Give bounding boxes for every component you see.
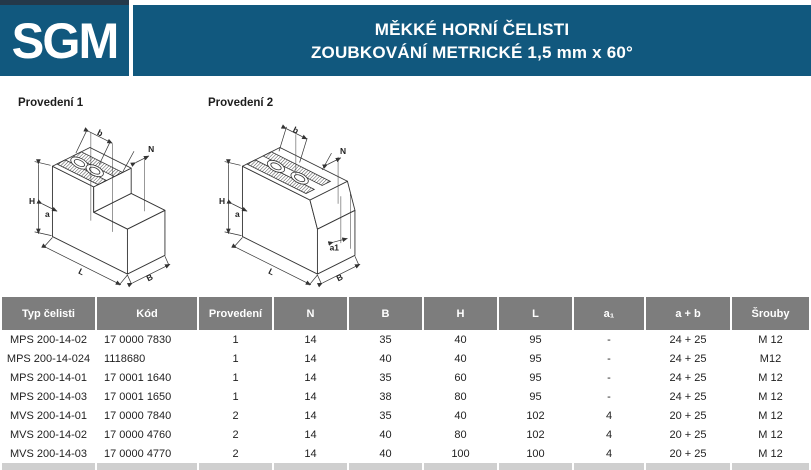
jaws-spec-table (0, 297, 811, 470)
cell-a-plus-b: 24 + 25 (646, 349, 730, 368)
cell-typ-celisti: MPS 200-14-03 (2, 387, 95, 406)
cell-a-plus-b: 20 + 25 (646, 406, 730, 425)
cell-kod: 17 0000 7840 (97, 406, 197, 425)
table-row (2, 330, 809, 349)
table-footer-bar-segment (574, 463, 644, 470)
cell-b: 38 (349, 387, 422, 406)
table-header-row (2, 297, 809, 330)
cell-h: 100 (424, 444, 497, 463)
cell-srouby: M 12 (732, 387, 809, 406)
cell-srouby: M 12 (732, 406, 809, 425)
cell-a1: 4 (574, 425, 644, 444)
cell-kod: 17 0000 7830 (97, 330, 197, 349)
page-title: MĚKKÉ HORNÍ ČELISTI (374, 19, 570, 39)
brand-logo: SGM (11, 12, 118, 69)
dim-label-B: B (334, 271, 345, 284)
cell-a-plus-b: 20 + 25 (646, 425, 730, 444)
dim-label-L: L (266, 265, 276, 278)
cell-typ-celisti: MPS 200-14-02 (2, 330, 95, 349)
dim-label-H: H (29, 195, 36, 206)
cell-b: 40 (349, 425, 422, 444)
table-footer-bar-segment (97, 463, 197, 470)
cell-b: 40 (349, 444, 422, 463)
table-row (2, 349, 809, 368)
drawing1-caption: Provedení 1 (18, 97, 84, 109)
cell-a-plus-b: 20 + 25 (646, 444, 730, 463)
dim-label-L: L (76, 265, 86, 278)
column-header: N (274, 297, 347, 330)
table-body (2, 330, 809, 463)
column-header: L (499, 297, 572, 330)
cell-a1: 4 (574, 406, 644, 425)
dim-label-H: H (219, 195, 226, 206)
cell-typ-celisti: MPS 200-14-01 (2, 368, 95, 387)
cell-b: 35 (349, 330, 422, 349)
cell-provedeni: 1 (199, 387, 272, 406)
dim-label-b: b (95, 127, 105, 139)
table-footer-bar-segment (2, 463, 95, 470)
cell-h: 80 (424, 387, 497, 406)
cell-a1: 4 (574, 444, 644, 463)
table-header (2, 297, 809, 330)
dim-label-a1: a1 (329, 242, 339, 253)
cell-n: 14 (274, 425, 347, 444)
cell-kod: 1118680 (97, 349, 197, 368)
cell-b: 40 (349, 349, 422, 368)
cell-b: 35 (349, 368, 422, 387)
cell-l: 100 (499, 444, 572, 463)
cell-a-plus-b: 24 + 25 (646, 330, 730, 349)
cell-a1: - (574, 349, 644, 368)
column-header: a + b (646, 297, 730, 330)
cell-h: 40 (424, 406, 497, 425)
cell-srouby: M 12 (732, 425, 809, 444)
cell-a1: - (574, 387, 644, 406)
cell-srouby: M12 (732, 349, 809, 368)
cell-n: 14 (274, 387, 347, 406)
cell-n: 14 (274, 368, 347, 387)
header-bar (0, 5, 811, 76)
column-header: Šrouby (732, 297, 809, 330)
cell-l: 102 (499, 406, 572, 425)
table-row (2, 387, 809, 406)
dim-label-N: N (339, 146, 347, 157)
table-footer-bar-segment (274, 463, 347, 470)
header-titles (133, 5, 811, 76)
table-footer-bar-segment (499, 463, 572, 470)
cell-typ-celisti: MVS 200-14-03 (2, 444, 95, 463)
cell-h: 40 (424, 349, 497, 368)
cell-kod: 17 0001 1640 (97, 368, 197, 387)
cell-kod: 17 0000 4760 (97, 425, 197, 444)
drawing2-isometric-jaw (208, 110, 380, 290)
table-row (2, 425, 809, 444)
cell-provedeni: 1 (199, 349, 272, 368)
cell-n: 14 (274, 406, 347, 425)
cell-l: 95 (499, 368, 572, 387)
column-header: H (424, 297, 497, 330)
cell-provedeni: 2 (199, 425, 272, 444)
dim-label-a: a (234, 208, 240, 219)
cell-h: 40 (424, 330, 497, 349)
cell-typ-celisti: MVS 200-14-01 (2, 406, 95, 425)
cell-kod: 17 0000 4770 (97, 444, 197, 463)
page-subtitle: ZOUBKOVÁNÍ METRICKÉ 1,5 mm x 60° (310, 42, 634, 62)
cell-n: 14 (274, 330, 347, 349)
cell-typ-celisti: MPS 200-14-024 (2, 349, 95, 368)
cell-n: 14 (274, 444, 347, 463)
table-footer-bar-segment (349, 463, 422, 470)
cell-l: 95 (499, 349, 572, 368)
table-footer (2, 463, 809, 470)
cell-b: 35 (349, 406, 422, 425)
cell-provedeni: 2 (199, 444, 272, 463)
dim-label-B: B (144, 271, 155, 284)
cell-provedeni: 1 (199, 368, 272, 387)
table-footer-bar-segment (199, 463, 272, 470)
column-header: Provedení (199, 297, 272, 330)
column-header: Typ čelisti (2, 297, 95, 330)
cell-srouby: M 12 (732, 368, 809, 387)
cell-provedeni: 1 (199, 330, 272, 349)
drawing2-caption: Provedení 2 (208, 97, 274, 109)
table-row (2, 406, 809, 425)
cell-a-plus-b: 24 + 25 (646, 368, 730, 387)
cell-l: 95 (499, 330, 572, 349)
cell-kod: 17 0001 1650 (97, 387, 197, 406)
cell-srouby: M 12 (732, 444, 809, 463)
cell-srouby: M 12 (732, 330, 809, 349)
drawing-version-1 (18, 97, 190, 295)
cell-l: 95 (499, 387, 572, 406)
table-footer-bar (2, 463, 809, 470)
cell-provedeni: 2 (199, 406, 272, 425)
cell-h: 80 (424, 425, 497, 444)
table-footer-bar-segment (424, 463, 497, 470)
drawing-version-2 (208, 97, 380, 295)
drawing1-isometric-jaw (18, 110, 190, 290)
column-header: Kód (97, 297, 197, 330)
table-footer-bar-segment (732, 463, 809, 470)
table-row (2, 368, 809, 387)
dim-label-N: N (148, 144, 155, 155)
cell-a1: - (574, 368, 644, 387)
dim-label-a: a (44, 208, 50, 219)
cell-a-plus-b: 24 + 25 (646, 387, 730, 406)
cell-typ-celisti: MVS 200-14-02 (2, 425, 95, 444)
cell-l: 102 (499, 425, 572, 444)
column-header: a₁ (574, 297, 644, 330)
jaws-spec-table-wrap (0, 297, 811, 470)
table-footer-bar-segment (646, 463, 730, 470)
cell-a1: - (574, 330, 644, 349)
cell-n: 14 (274, 349, 347, 368)
table-row (2, 444, 809, 463)
dim-label-b: b (291, 124, 301, 136)
cell-h: 60 (424, 368, 497, 387)
column-header: B (349, 297, 422, 330)
